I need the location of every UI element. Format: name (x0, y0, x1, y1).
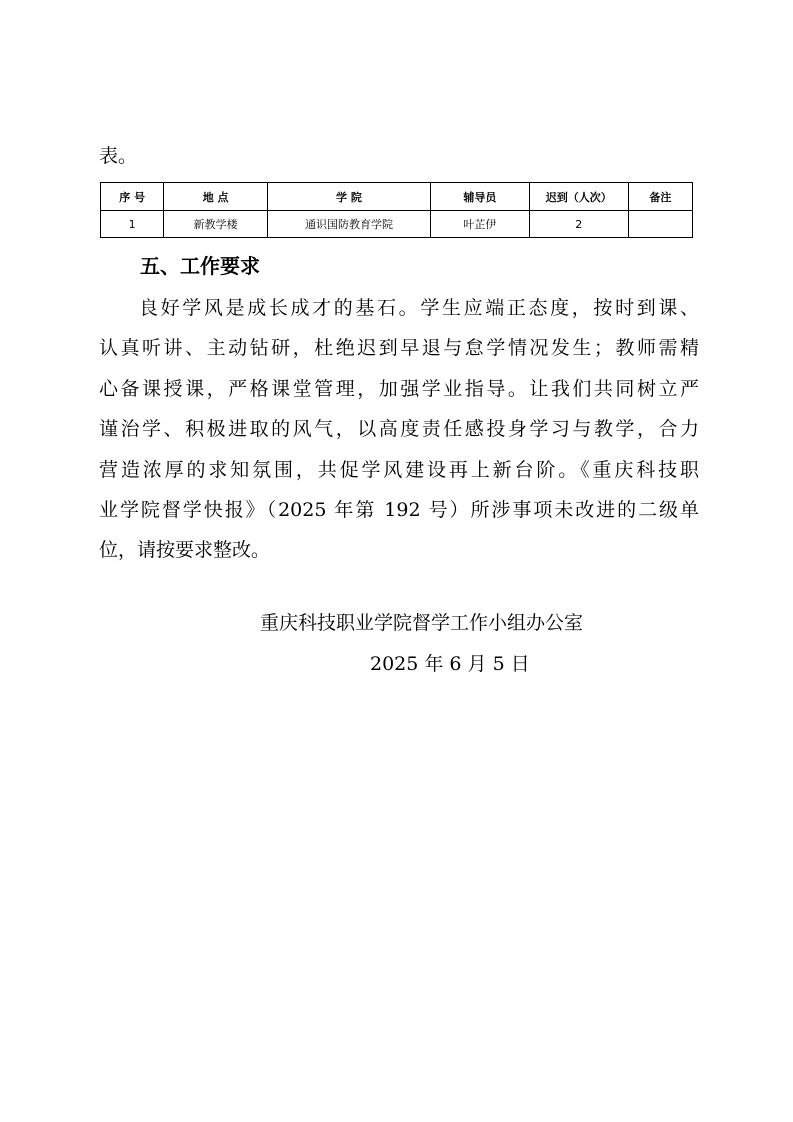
header-location: 地 点 (164, 183, 268, 211)
body-line: 业学院督学快报》（2025 年第 192 号）所涉事项未改进的二级单 (99, 499, 699, 522)
signature-date: 2025 年 6 月 5 日 (370, 653, 530, 675)
body-paragraph (99, 288, 699, 571)
header-serial-number: 序 号 (101, 183, 164, 211)
header-late-count: 迟到（人次） (529, 183, 628, 211)
cell-location: 新教学楼 (164, 211, 268, 238)
body-line: 良好学风是成长成才的基石。学生应端正态度，按时到课、 (139, 297, 699, 319)
late-arrival-table (100, 182, 693, 238)
body-line: 认真听讲、主动钻研，杜绝迟到早退与怠学情况发生；教师需精 (99, 337, 699, 360)
header-counselor: 辅导员 (430, 183, 529, 211)
signature-organization: 重庆科技职业学院督学工作小组办公室 (260, 612, 584, 634)
section-heading: 五、工作要求 (140, 254, 260, 278)
header-remarks: 备注 (628, 183, 692, 211)
cell-college: 通识国防教育学院 (268, 211, 431, 238)
table-row (101, 211, 693, 238)
body-line: 谨治学、积极进取的风气，以高度责任感投身学习与教学，合力 (99, 418, 699, 441)
cell-counselor: 叶芷伊 (430, 211, 529, 238)
cell-late-count: 2 (529, 211, 628, 238)
header-college: 学 院 (268, 183, 431, 211)
table-header-row (101, 183, 693, 211)
cell-remarks (628, 211, 692, 238)
body-line: 营造浓厚的求知氛围，共促学风建设再上新台阶。《重庆科技职 (99, 458, 699, 481)
lead-line: 表。 (99, 145, 138, 167)
body-line: 心备课授课，严格课堂管理，加强学业指导。让我们共同树立严 (99, 377, 699, 400)
body-line: 位，请按要求整改。 (99, 539, 271, 562)
cell-serial-number: 1 (101, 211, 164, 238)
